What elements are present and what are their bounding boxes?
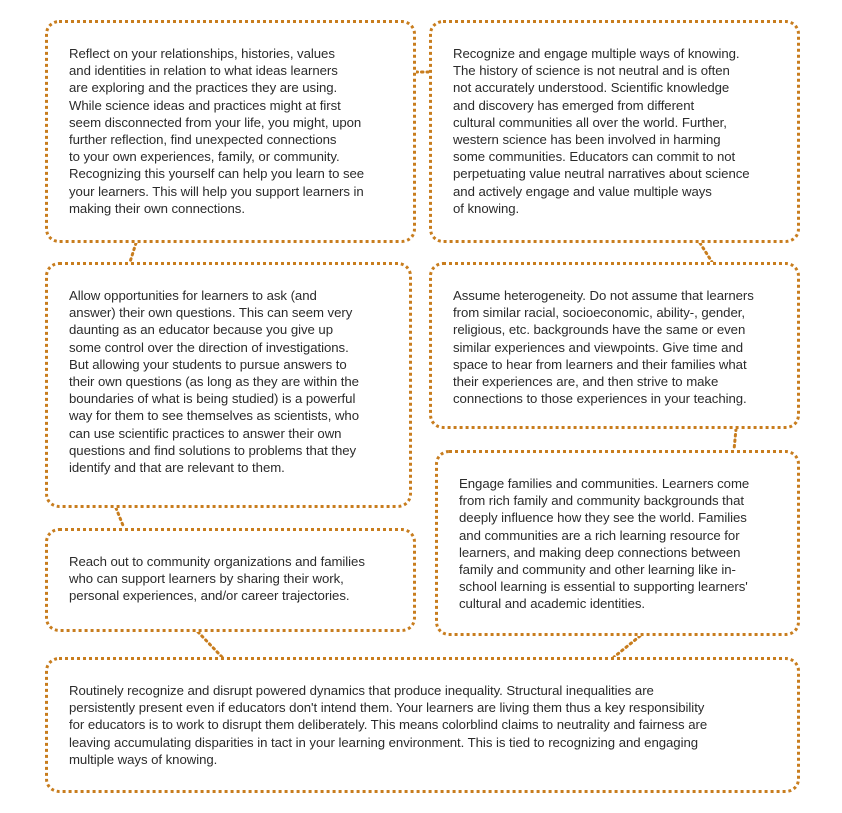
community-outreach-box [45,528,416,632]
heterogeneity-box [429,262,800,429]
connector-families-inequality [614,636,640,657]
ways-of-knowing-box [429,20,800,243]
connector-reflect-questions [130,243,136,262]
connector-knowing-heterogeneity [700,243,712,262]
connector-heterogeneity-families [734,429,736,450]
disrupt-inequality-box [45,657,800,793]
reflect-box [45,20,416,243]
community-outreach-text: Reach out to community organizations and families who can support learners by sharing their work, personal experiences, and/or career trajectories. [69,554,365,604]
learner-questions-text: Allow opportunities for learners to ask (and answer) their own questions. This can seem very daunting as an educator because you give up some control over the direction of investigations. But allowing your students to pursue answers to their own questions (as long as they are within the boundaries of what is being studied) is a powerful way for them to see themselves as scientists, who can use scientific practices to answer their own questions and find solutions to problems that they identify and that are relevant to them. [69,288,359,476]
learner-questions-box [45,262,412,508]
connector-outreach-inequality [198,632,222,657]
disrupt-inequality-text: Routinely recognize and disrupt powered dynamics that produce inequality. Structural inequalities are persistently present even if educators don't intend them. Your learners are living them thus a key responsibility for educators is to work to disrupt them deliberately. This means colorblind claims to neutrality and fairness are leaving accumulating disparities in tact in your learning environment. This is tied to recognizing and engaging multiple ways of knowing. [69,683,708,767]
heterogeneity-text: Assume heterogeneity. Do not assume that learners from similar racial, socioeconomic, ability-, gender, religious, etc. backgrounds have the same or even similar experiences and viewpoints. Give time and space to hear from learners and their families what their experiences are, and then strive to make connections to those experiences in your teaching. [453,288,754,407]
connector-questions-outreach [116,508,124,528]
reflect-text: Reflect on your relationships, histories, values and identities in relation to what ideas learners are exploring and the practices they are using. While science ideas and practices might at first seem disconnected from your life, you might, upon further reflection, find unexpected connections to your own experiences, family, or community. Recognizing this yourself can help you learn to see your learners. This will help you support learners in making their own connections. [69,46,365,216]
families-communities-text: Engage families and communities. Learners come from rich family and community backgrounds that deeply influence how they see the world. Families and communities are a rich learning resource for learners, and making deep connections between family and community and other learning like in- school learning is essential to supporting learners' cultural and academic identities. [459,476,750,612]
ways-of-knowing-text: Recognize and engage multiple ways of knowing. The history of science is not neutral and is often not accurately understood. Scientific knowledge and discovery has emerged from different cultural communities all over the world. Further, western science has been involved in harming some communities. Educators can commit to not perpetuating value neutral narratives about science and actively engage and value multiple ways of knowing. [453,46,750,216]
families-communities-box [435,450,800,636]
